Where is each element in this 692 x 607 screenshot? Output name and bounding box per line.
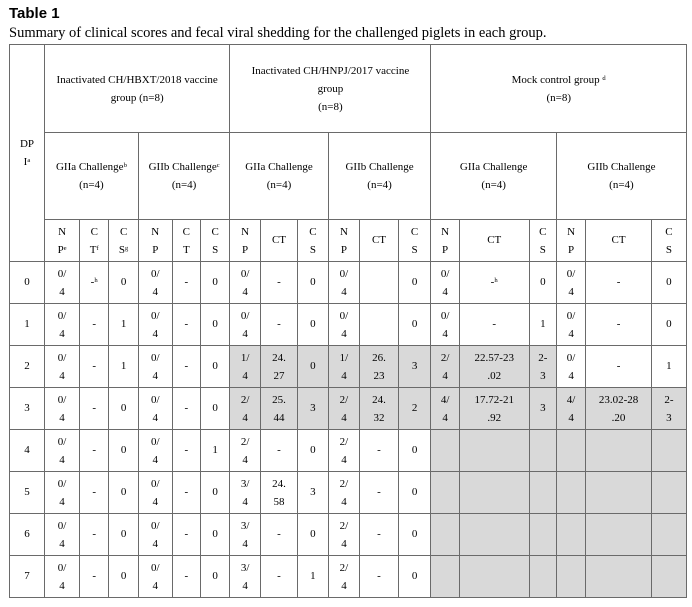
np-cell: 0/ 4	[230, 262, 261, 304]
empty-cell	[431, 514, 459, 556]
ct-cell: -	[80, 514, 109, 556]
np-cell: 0/ 4	[230, 304, 261, 346]
table-row	[10, 388, 687, 430]
ct-cell: -	[80, 346, 109, 388]
ct-cell: -	[172, 346, 200, 388]
group-header-hnpj: Inactivated CH/HNPJ/2017 vaccine group (n=8)	[230, 45, 431, 133]
table-row	[10, 514, 687, 556]
cs-header: C Sᵍ	[109, 220, 138, 262]
cs-cell: 3	[298, 472, 329, 514]
np-cell: 1/ 4	[230, 346, 261, 388]
challenge-header: GIIa Challenge (n=4)	[431, 133, 556, 220]
np-cell: 0/ 4	[45, 262, 80, 304]
cs-cell: 0	[398, 430, 431, 472]
empty-cell	[431, 472, 459, 514]
challenge-header: GIIb Challenge (n=4)	[556, 133, 686, 220]
challenge-header: GIIb Challenge (n=4)	[328, 133, 431, 220]
dpi-header: DP Iᵃ	[10, 45, 45, 262]
cs-header: C S	[200, 220, 229, 262]
cs-cell: 0	[109, 514, 138, 556]
ct-cell: -	[172, 472, 200, 514]
ct-cell: -	[260, 430, 297, 472]
challenge-header: GIIa Challenge (n=4)	[230, 133, 328, 220]
ct-cell: 22.57-23 .02	[459, 346, 529, 388]
np-cell: 2/ 4	[431, 346, 459, 388]
cs-cell: 2	[398, 388, 431, 430]
dpi-cell: 3	[10, 388, 45, 430]
empty-cell	[529, 472, 556, 514]
ct-cell: -	[80, 430, 109, 472]
ct-cell: -	[586, 346, 652, 388]
np-cell: 0/ 4	[138, 430, 172, 472]
challenge-header: GIIb Challengeᶜ (n=4)	[138, 133, 230, 220]
np-cell: 1/ 4	[328, 346, 360, 388]
ct-cell: 17.72-21 .92	[459, 388, 529, 430]
np-cell: 4/ 4	[556, 388, 585, 430]
cs-cell: 0	[298, 346, 329, 388]
empty-cell	[459, 472, 529, 514]
cs-cell: 1	[298, 556, 329, 598]
cs-cell: 0	[200, 514, 229, 556]
cs-cell: 0	[109, 262, 138, 304]
np-header: N P	[556, 220, 585, 262]
ct-cell: -	[172, 514, 200, 556]
ct-header: CT	[586, 220, 652, 262]
np-cell: 0/ 4	[328, 262, 360, 304]
ct-cell: -	[586, 262, 652, 304]
ct-cell: -ʰ	[459, 262, 529, 304]
empty-cell	[556, 472, 585, 514]
ct-cell: -	[172, 388, 200, 430]
empty-cell	[529, 556, 556, 598]
empty-cell	[556, 556, 585, 598]
np-cell: 0/ 4	[45, 514, 80, 556]
ct-header: C T	[172, 220, 200, 262]
cs-cell: 0	[109, 556, 138, 598]
empty-cell	[651, 472, 686, 514]
empty-cell	[529, 430, 556, 472]
np-cell: 0/ 4	[45, 388, 80, 430]
ct-cell: -	[172, 556, 200, 598]
np-cell: 3/ 4	[230, 472, 261, 514]
empty-cell	[651, 556, 686, 598]
cs-header: C S	[298, 220, 329, 262]
empty-cell	[459, 430, 529, 472]
ct-cell: 24. 27	[260, 346, 297, 388]
table-row	[10, 346, 687, 388]
ct-cell: -	[260, 556, 297, 598]
ct-cell: -	[80, 472, 109, 514]
group-header-hbxt: Inactivated CH/HBXT/2018 vaccine group (n=8)	[45, 45, 230, 133]
np-cell: 0/ 4	[138, 346, 172, 388]
np-cell: 0/ 4	[138, 514, 172, 556]
empty-cell	[651, 430, 686, 472]
cs-header: C S	[398, 220, 431, 262]
dpi-cell: 5	[10, 472, 45, 514]
ct-cell: -	[360, 430, 398, 472]
table-row	[10, 430, 687, 472]
dpi-cell: 6	[10, 514, 45, 556]
np-cell: 4/ 4	[431, 388, 459, 430]
cs-header: C S	[651, 220, 686, 262]
cs-cell: 0	[298, 514, 329, 556]
np-cell: 0/ 4	[45, 304, 80, 346]
dpi-cell: 4	[10, 430, 45, 472]
empty-cell	[586, 514, 652, 556]
table-row	[10, 262, 687, 304]
ct-cell: -	[360, 472, 398, 514]
cs-cell: 0	[398, 472, 431, 514]
ct-cell: -	[80, 388, 109, 430]
cs-cell: 0	[298, 304, 329, 346]
ct-cell: -	[172, 262, 200, 304]
cs-cell: 3	[529, 388, 556, 430]
table-row	[10, 472, 687, 514]
cs-cell: 0	[200, 346, 229, 388]
empty-cell	[651, 514, 686, 556]
empty-cell	[459, 556, 529, 598]
np-cell: 2/ 4	[328, 556, 360, 598]
ct-cell: -	[586, 304, 652, 346]
np-cell: 0/ 4	[556, 262, 585, 304]
np-cell: 0/ 4	[45, 556, 80, 598]
np-cell: 0/ 4	[556, 346, 585, 388]
cs-cell: 1	[529, 304, 556, 346]
np-header: N P	[138, 220, 172, 262]
table-caption: Summary of clinical scores and fecal viral shedding for the challenged piglets in each group.	[9, 25, 547, 41]
cs-cell: 1	[109, 304, 138, 346]
ct-header: CT	[459, 220, 529, 262]
ct-cell: -	[80, 304, 109, 346]
np-cell: 2/ 4	[328, 514, 360, 556]
empty-cell	[431, 430, 459, 472]
np-cell: 0/ 4	[431, 304, 459, 346]
np-cell: 0/ 4	[45, 346, 80, 388]
ct-cell: -	[80, 556, 109, 598]
ct-cell: 24. 32	[360, 388, 398, 430]
challenge-header: GIIa Challengeᵇ (n=4)	[45, 133, 139, 220]
ct-cell: 25. 44	[260, 388, 297, 430]
np-cell: 0/ 4	[138, 472, 172, 514]
cs-cell: 0	[398, 304, 431, 346]
np-header: N Pᵉ	[45, 220, 80, 262]
np-cell: 0/ 4	[138, 388, 172, 430]
cs-cell: 0	[298, 430, 329, 472]
empty-cell	[459, 514, 529, 556]
ct-cell: 23.02-28 .20	[586, 388, 652, 430]
cs-cell: 0	[109, 388, 138, 430]
ct-cell: -	[459, 304, 529, 346]
data-table	[9, 44, 687, 598]
ct-header: CT	[360, 220, 398, 262]
np-cell: 0/ 4	[431, 262, 459, 304]
cs-cell: 0	[298, 262, 329, 304]
cs-cell: 3	[298, 388, 329, 430]
ct-cell	[360, 262, 398, 304]
cs-cell: 0	[398, 514, 431, 556]
cs-cell: 1	[200, 430, 229, 472]
empty-cell	[586, 472, 652, 514]
np-header: N P	[230, 220, 261, 262]
ct-cell: -	[360, 514, 398, 556]
group-header-mock: Mock control group ᵈ (n=8)	[431, 45, 687, 133]
dpi-cell: 0	[10, 262, 45, 304]
cs-cell: 0	[651, 262, 686, 304]
table-row	[10, 556, 687, 598]
ct-cell: -	[172, 304, 200, 346]
cs-cell: 0	[398, 262, 431, 304]
empty-cell	[586, 556, 652, 598]
np-cell: 0/ 4	[45, 472, 80, 514]
ct-cell	[360, 304, 398, 346]
empty-cell	[556, 514, 585, 556]
np-cell: 0/ 4	[328, 304, 360, 346]
np-cell: 0/ 4	[138, 304, 172, 346]
np-cell: 2/ 4	[230, 388, 261, 430]
cs-cell: 0	[398, 556, 431, 598]
cs-cell: 2- 3	[529, 346, 556, 388]
cs-cell: 0	[651, 304, 686, 346]
ct-cell: -ʰ	[80, 262, 109, 304]
np-header: N P	[431, 220, 459, 262]
dpi-cell: 7	[10, 556, 45, 598]
ct-cell: -	[360, 556, 398, 598]
cs-cell: 3	[398, 346, 431, 388]
np-cell: 2/ 4	[230, 430, 261, 472]
np-cell: 3/ 4	[230, 514, 261, 556]
ct-cell: 24. 58	[260, 472, 297, 514]
ct-cell: -	[260, 262, 297, 304]
np-cell: 2/ 4	[328, 388, 360, 430]
cs-cell: 0	[529, 262, 556, 304]
np-cell: 0/ 4	[138, 556, 172, 598]
empty-cell	[431, 556, 459, 598]
cs-cell: 0	[200, 388, 229, 430]
cs-cell: 0	[109, 472, 138, 514]
sub-header-row	[10, 220, 687, 262]
empty-cell	[529, 514, 556, 556]
ct-cell: 26. 23	[360, 346, 398, 388]
cs-cell: 0	[200, 556, 229, 598]
np-cell: 2/ 4	[328, 430, 360, 472]
cs-cell: 1	[651, 346, 686, 388]
cs-cell: 0	[200, 304, 229, 346]
np-cell: 3/ 4	[230, 556, 261, 598]
cs-cell: 1	[109, 346, 138, 388]
ct-header: C Tᶠ	[80, 220, 109, 262]
empty-cell	[556, 430, 585, 472]
empty-cell	[586, 430, 652, 472]
np-cell: 0/ 4	[45, 430, 80, 472]
cs-cell: 0	[200, 472, 229, 514]
np-cell: 0/ 4	[138, 262, 172, 304]
cs-cell: 2- 3	[651, 388, 686, 430]
cs-cell: 0	[200, 262, 229, 304]
dpi-cell: 1	[10, 304, 45, 346]
ct-cell: -	[260, 304, 297, 346]
ct-cell: -	[172, 430, 200, 472]
cs-cell: 0	[109, 430, 138, 472]
dpi-cell: 2	[10, 346, 45, 388]
np-cell: 2/ 4	[328, 472, 360, 514]
table-row	[10, 304, 687, 346]
ct-cell: -	[260, 514, 297, 556]
cs-header: C S	[529, 220, 556, 262]
np-cell: 0/ 4	[556, 304, 585, 346]
np-header: N P	[328, 220, 360, 262]
table-title: Table 1	[9, 5, 60, 22]
ct-header: CT	[260, 220, 297, 262]
